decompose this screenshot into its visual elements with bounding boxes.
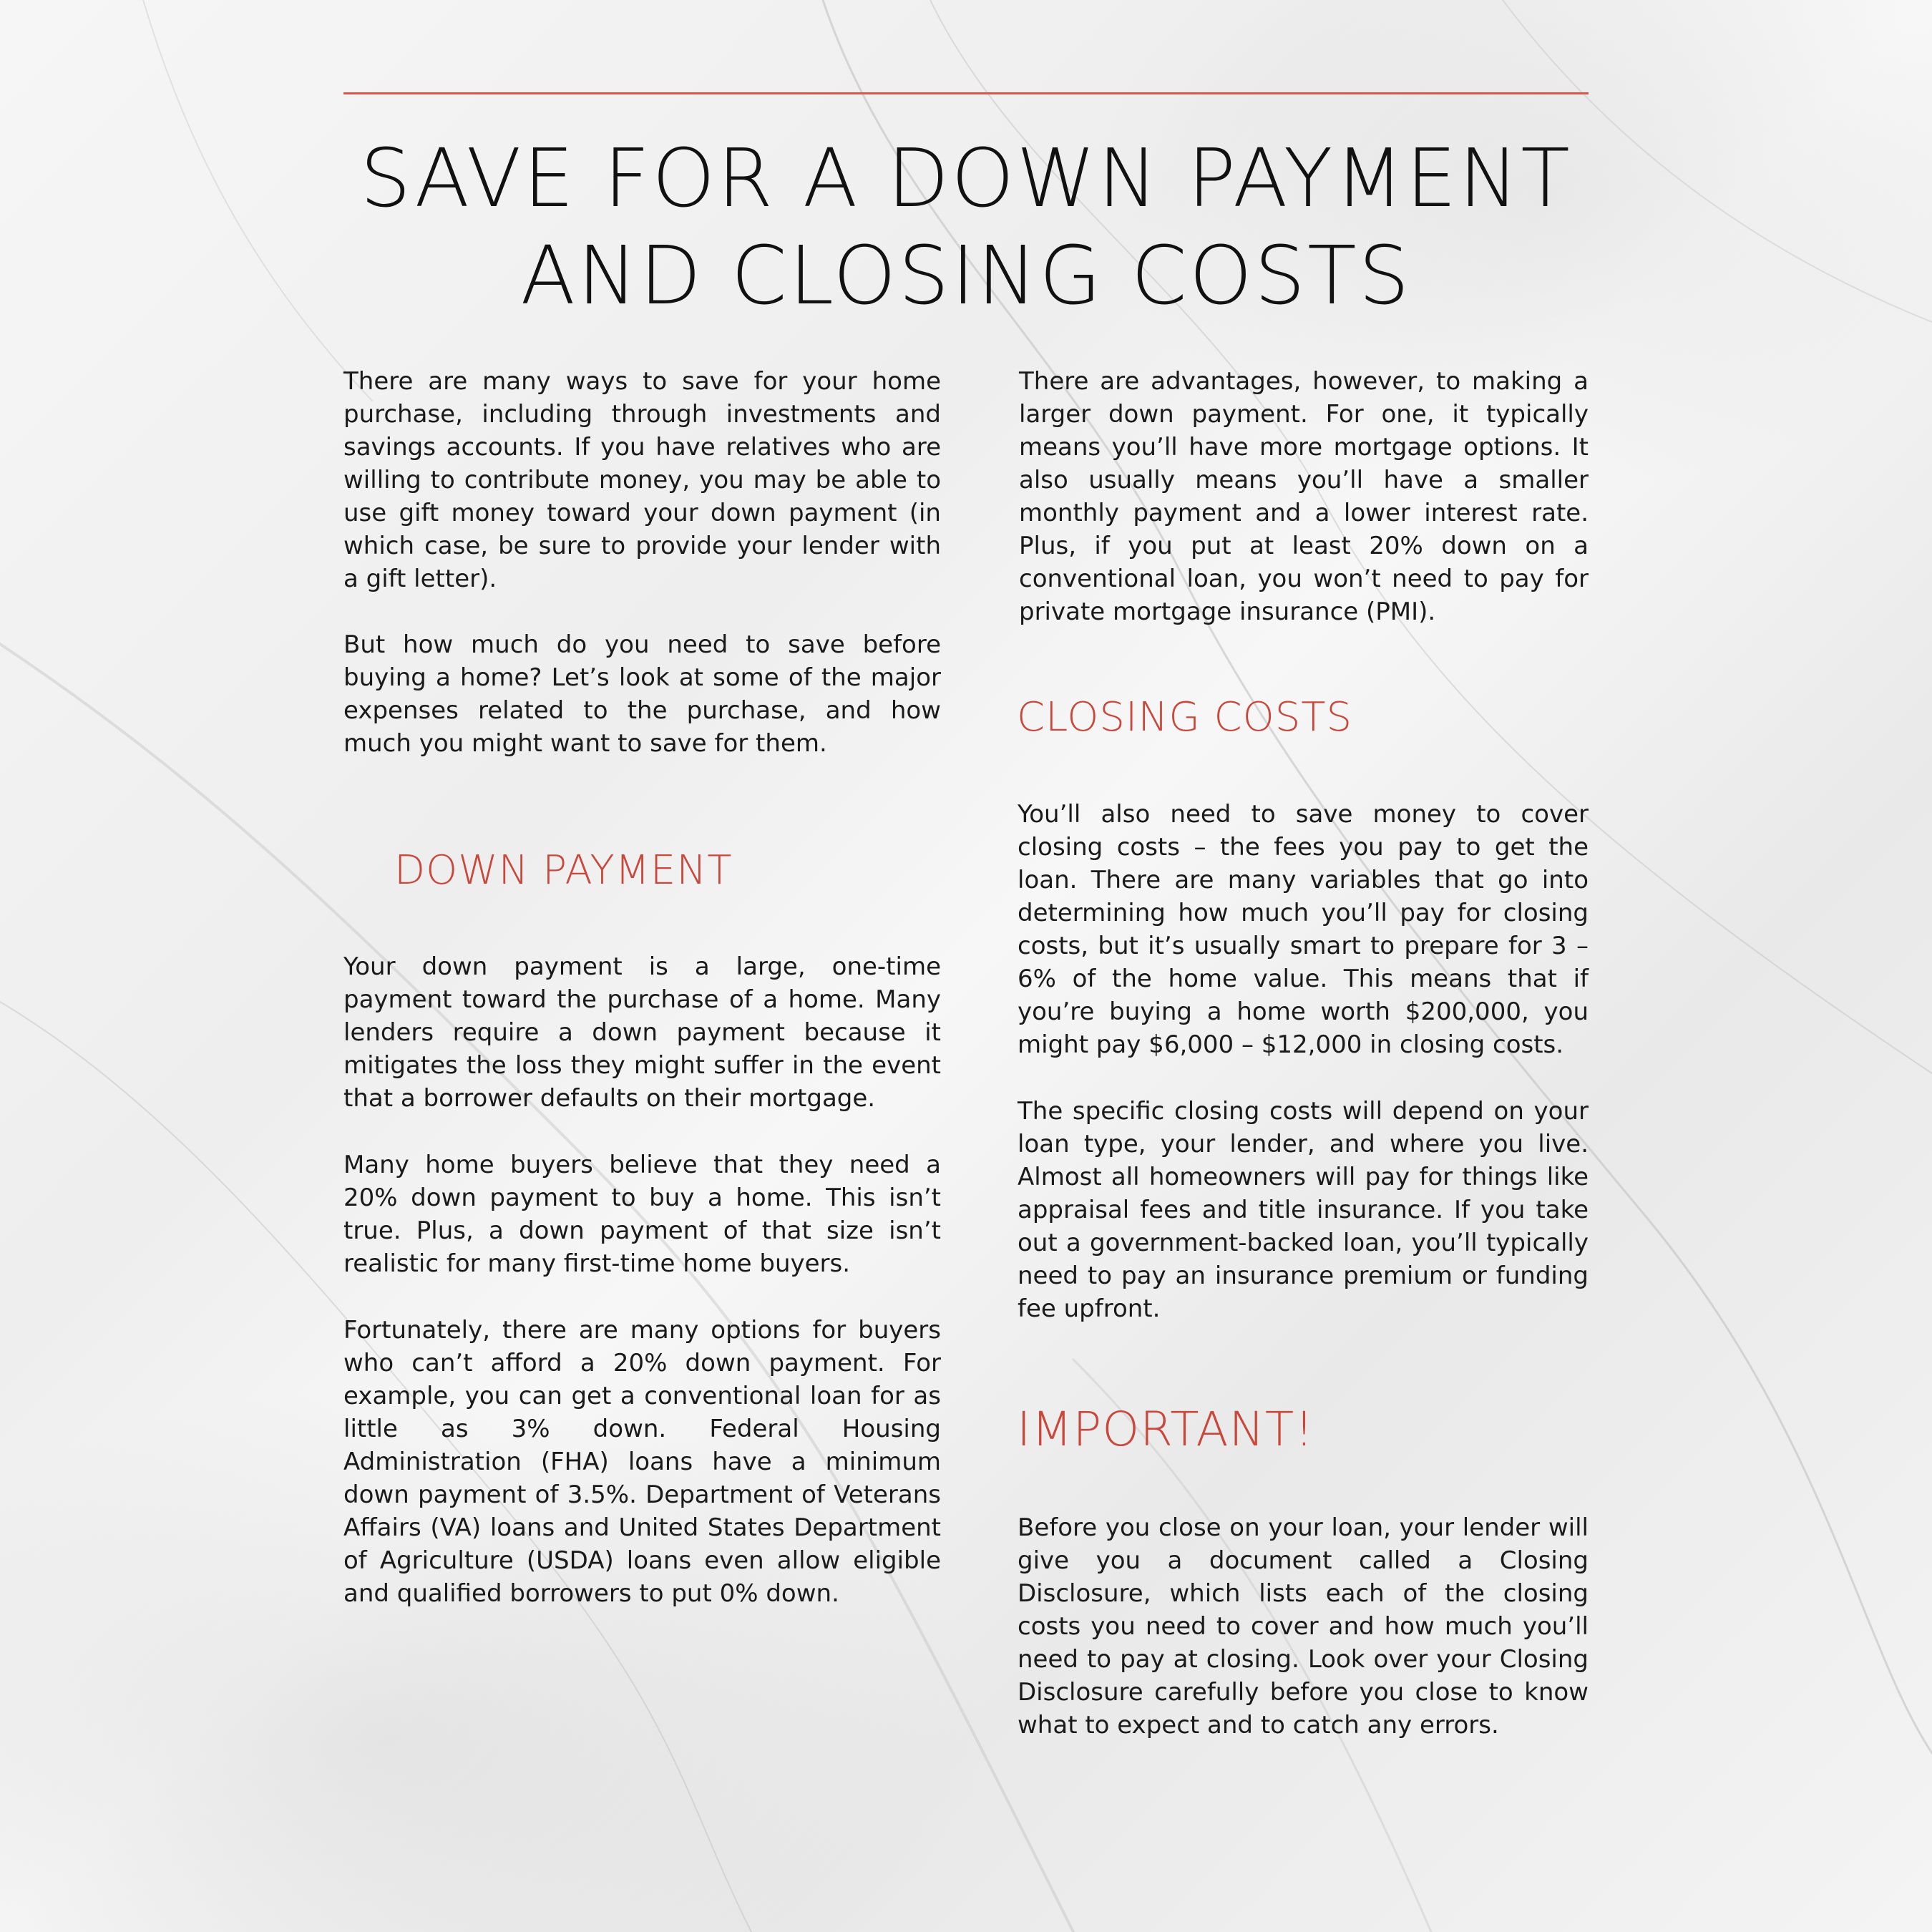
closing-costs-paragraph-2: The specific closing costs will depend on your loan type, your lender, and where you live. Almost all homeowners will pay for things like appraisal fees and title insurance. If you take out a government-backed loan, you’ll typically need to pay an insurance premium or funding fee upfront. — [1018, 1097, 1589, 1323]
closing-costs-heading: CLOSING COSTS — [1017, 694, 1353, 741]
important-heading: IMPORTANT! — [1017, 1402, 1314, 1457]
down-payment-paragraph-2: Many home buyers believe that they need a 20% down payment to buy a home. This isn’t true. Plus, a down payment of that size isn’t realistic for many first-time home buyers. — [343, 1151, 941, 1278]
top-rule — [343, 92, 1589, 94]
closing-costs-paragraph-1: You’ll also need to save money to cover closing costs – the fees you pay to get the loan. There are many variables that go into determining how much you’ll pay for closing costs, but it’s usually smart to prepare for 3 – 6% of the home value. This means that if you’re buying a home worth $200,000, you might pay $6,000 – $12,000 in closing costs. — [1018, 800, 1589, 1059]
important-paragraph: Before you close on your loan, your lender will give you a document called a Closing Disclosure, which lists each of the closing costs you need to cover and how much you’ll need to pay at closing. Look over your Closing Disclosure carefully before you close to know what to expect and to catch any errors. — [1018, 1513, 1589, 1740]
intro-paragraph-2: But how much do you need to save before buying a home? Let’s look at some of the major expenses related to the purchase, and how much you might want to save for them. — [343, 630, 941, 758]
down-payment-paragraph-1: Your down payment is a large, one-time payment toward the purchase of a home. Many lenders require a down payment because it mitigates the loss they might suffer in the event that a borrower defaults on their mortgage. — [343, 952, 941, 1113]
intro-paragraph-1: There are many ways to save for your home purchase, including through investments and savings accounts. If you have relatives who are willing to contribute money, you may be able to use gift money toward your down payment (in which case, be sure to provide your lender with a gift letter). — [343, 367, 941, 593]
down-payment-heading: DOWN PAYMENT — [394, 847, 733, 894]
advantages-paragraph: There are advantages, however, to making a larger down payment. For one, it typically means you’ll have more mortgage options. It also usually means you’ll have a smaller monthly payment and a lower interest rate. Plus, if you put at least 20% down on a conventional loan, you won’t need to pay for private mortgage insurance (PMI). — [1019, 367, 1589, 626]
page-title: SAVE FOR A DOWN PAYMENT AND CLOSING COSTS — [360, 132, 1572, 323]
down-payment-paragraph-3: Fortunately, there are many options for buyers who can’t afford a 20% down payment. For example, you can get a conventional loan for as little as 3% down. Federal Housing Administration (FHA) loans have a minimum down payment of 3.5%. Department of Veterans Affairs (VA) loans and United States Department of Agriculture (USDA) loans even allow eligible and qualified borrowers to put 0% down. — [343, 1316, 941, 1608]
